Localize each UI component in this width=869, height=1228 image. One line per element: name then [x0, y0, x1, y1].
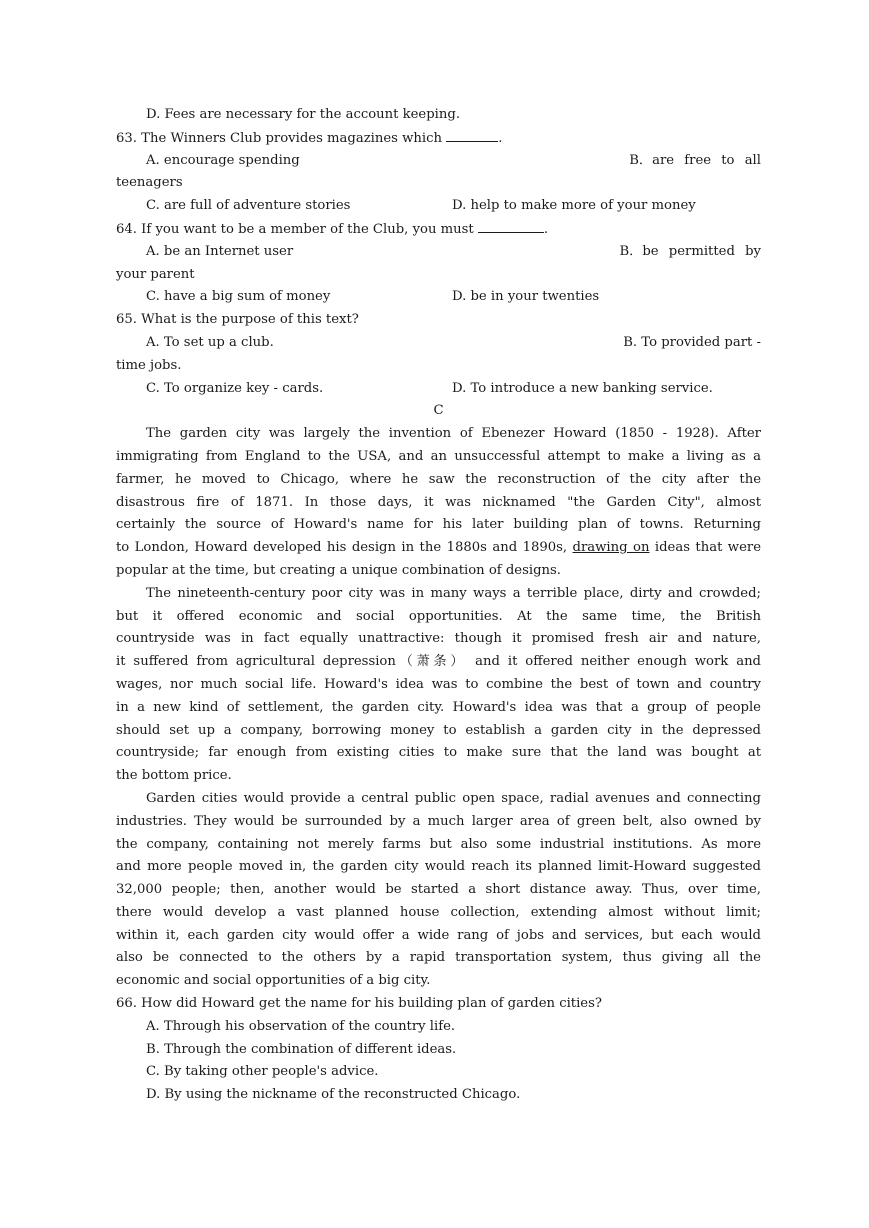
p3-line-4: and more people moved in, the garden city would reach its planned limit-Howard suggested	[116, 859, 761, 875]
q64-stem-end: .	[543, 221, 549, 237]
p2-line-3: countryside was in fact equally unattractive: though it promised fresh air and nature,	[116, 631, 761, 647]
q63-option-b-wrap: teenagers	[116, 175, 183, 191]
q63-option-a: A. encourage spending	[146, 152, 300, 168]
p3-line-7: within it, each garden city would offer a wide rang of jobs and services, but each would	[116, 927, 761, 943]
q65-option-b-wrap: time jobs.	[116, 357, 182, 373]
q62-option-d: D. Fees are necessary for the account keeping.	[146, 107, 461, 122]
p2-line-2: but it offered economic and social opportunities. At the same time, the British	[116, 608, 761, 624]
p1-line-5: certainly the source of Howard's name for his later building plan of towns. Returning	[116, 517, 761, 533]
underlined-phrase: drawing on	[572, 540, 650, 556]
p3-line-2: industries. They would be surrounded by a much larger area of green belt, also owned by	[116, 813, 761, 829]
p1-line-6	[116, 537, 761, 560]
p2-line-8: countryside; far enough from existing cities to make sure that the land was bought at	[116, 745, 761, 761]
p1-line-6-end: ideas that were	[649, 540, 761, 556]
p2-line-5: wages, nor much social life. Howard's idea was to combine the best of town and country	[116, 676, 761, 692]
q63-answer-blank	[446, 127, 498, 142]
section-label: C	[433, 403, 444, 419]
q65-option-b-text: B. To provided part -	[623, 334, 761, 350]
p2-line-4: it suffered from agricultural depression（萧条） and it offered neither enough work and	[116, 654, 761, 670]
q64-option-b-wrap: your parent	[116, 266, 195, 282]
q64-options-ab	[116, 241, 761, 264]
p2-line-9: the bottom price.	[116, 768, 232, 784]
p2-line-7: should set up a company, borrowing money to establish a garden city in the depressed	[116, 722, 761, 738]
p2-line-1: The nineteenth-century poor city was in many ways a terrible place, dirty and crowded;	[146, 585, 761, 601]
q64-option-b	[452, 241, 761, 264]
q65-option-d: D. To introduce a new banking service.	[452, 380, 713, 396]
q65-stem: 65. What is the purpose of this text?	[116, 312, 359, 328]
q63-stem-end: .	[498, 130, 503, 146]
p1-line-1: The garden city was largely the invention of Ebenezer Howard (1850 - 1928). After	[146, 426, 761, 442]
q64-option-c: C. have a big sum of money	[146, 289, 331, 305]
p3-line-9: economic and social opportunities of a big city.	[116, 973, 431, 989]
p1-line-2: immigrating from England to the USA, and an unsuccessful attempt to make a living as a	[116, 448, 761, 464]
p1-line-6-start: to London, Howard developed his design in the 1880s and 1890s,	[116, 540, 573, 556]
q66-option-c: C. By taking other people's advice.	[146, 1064, 379, 1080]
q64-options-cd	[116, 286, 761, 309]
p3-line-6: there would develop a vast planned house collection, extending almost without limit;	[116, 904, 761, 920]
q65-options-cd	[116, 378, 761, 401]
q64-option-d: D. be in your twenties	[452, 289, 600, 305]
p1-line-4: disastrous fire of 1871. In those days, it was nicknamed "the Garden City", almost	[116, 494, 761, 510]
q66-option-b: B. Through the combination of different ideas.	[146, 1041, 457, 1057]
q63-option-d: D. help to make more of your money	[452, 198, 696, 214]
q66-option-d: D. By using the nickname of the reconstructed Chicago.	[146, 1087, 521, 1103]
q66-option-a: A. Through his observation of the country life.	[146, 1018, 456, 1034]
q65-option-c: C. To organize key - cards.	[146, 380, 324, 396]
q66-stem: 66. How did Howard get the name for his building plan of garden cities?	[116, 996, 602, 1012]
q64-stem	[116, 218, 761, 241]
q65-option-a: A. To set up a club.	[146, 334, 274, 350]
q63-options-cd	[116, 195, 761, 218]
q64-stem-text: 64. If you want to be a member of the Club, you must	[116, 221, 478, 237]
q63-option-c: C. are full of adventure stories	[146, 198, 351, 214]
p3-line-8: also be connected to the others by a rapid transportation system, thus giving all the	[116, 950, 761, 966]
p3-line-5: 32,000 people; then, another would be started a short distance away. Thus, over time,	[116, 882, 761, 898]
q64-answer-blank	[478, 218, 544, 233]
q63-stem	[116, 127, 761, 150]
q63-stem-text: 63. The Winners Club provides magazines which	[116, 130, 447, 146]
p3-line-3: the company, containing not merely farms but also some industrial institutions. As more	[116, 836, 761, 852]
q64-option-a: A. be an Internet user	[146, 243, 294, 259]
exam-page	[116, 104, 761, 1107]
q63-option-b	[452, 150, 761, 173]
p2-line-6: in a new kind of settlement, the garden city. Howard's idea was that a group of people	[116, 699, 761, 715]
p1-line-3: farmer, he moved to Chicago, where he saw the reconstruction of the city after the	[116, 471, 761, 487]
p1-line-7: popular at the time, but creating a unique combination of designs.	[116, 562, 561, 578]
q63-option-b-text: B．are free to all	[629, 152, 761, 168]
q63-options-ab	[116, 150, 761, 173]
q65-option-b	[452, 332, 761, 355]
q64-option-b-text: B．be permitted by	[619, 243, 761, 259]
q65-options-ab	[116, 332, 761, 355]
p3-line-1: Garden cities would provide a central public open space, radial avenues and connecting	[146, 790, 761, 806]
